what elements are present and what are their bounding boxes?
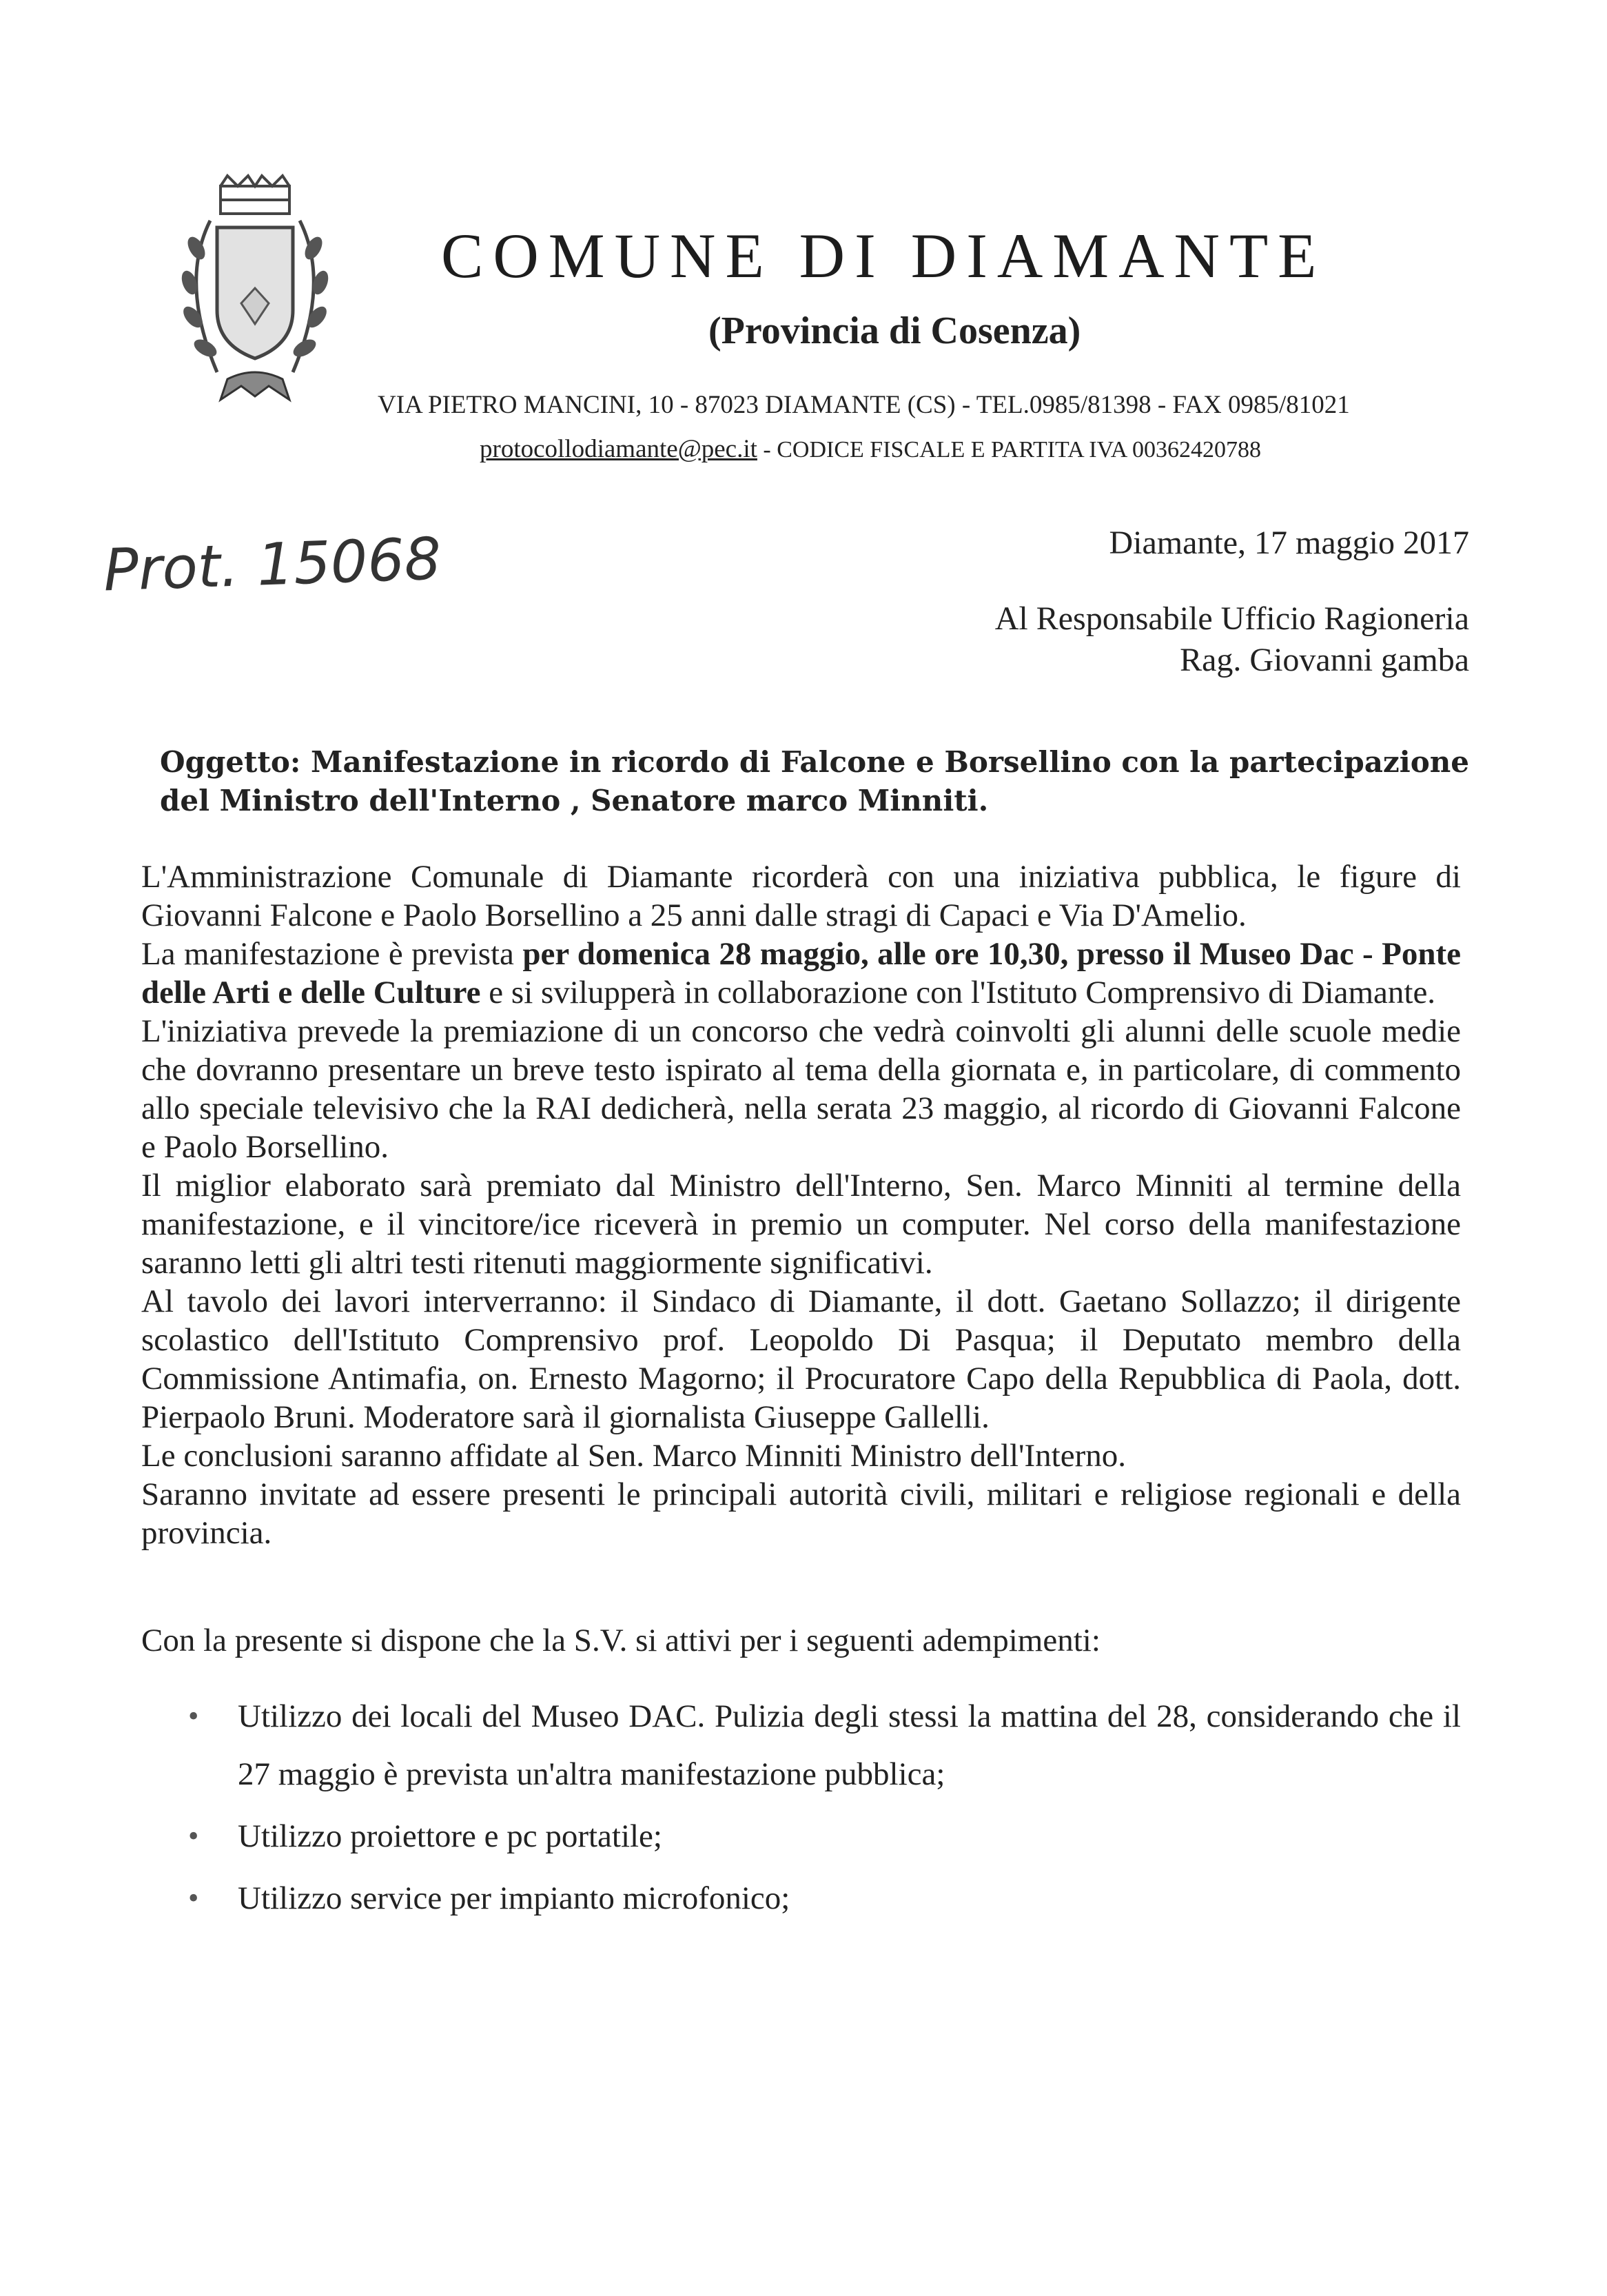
paragraph-intro: L'Amministrazione Comunale di Diamante ricorderà con una iniziativa pubblica, le figure di Giovanni Falcone e Paolo Borsellino a 25 anni dalle stragi di Capaci e Via D'Amelio.	[141, 859, 1461, 933]
municipal-coat-of-arms-icon	[152, 172, 358, 420]
recipient-office: Al Responsabile Ufficio Ragioneria	[994, 600, 1469, 637]
recipient-block	[995, 598, 1469, 681]
instructions-intro: Con la presente si dispone che la S.V. si attivi per i seguenti adempimenti:	[141, 1623, 1101, 1658]
instructions-list	[141, 1687, 1461, 1927]
pec-email-link[interactable]: protocollodiamante@pec.it	[480, 435, 757, 463]
letter-date: Diamante, 17 maggio 2017	[1109, 525, 1469, 561]
paragraph-authorities: Saranno invitate ad essere presenti le principali autorità civili, militari e religiose regionali e della provincia.	[141, 1476, 1461, 1551]
recipient-name: Rag. Giovanni gamba	[1180, 642, 1469, 678]
municipality-title: COMUNE DI DIAMANTE	[441, 221, 1327, 291]
list-item: • Utilizzo service per impianto microfonico;	[141, 1869, 1461, 1927]
province-subtitle: (Provincia di Cosenza)	[708, 309, 1081, 352]
paragraph-speakers: Al tavolo dei lavori interverranno: il Sindaco di Diamante, il dott. Gaetano Sollazzo; il dirigente scolastico dell'Istituto Comprensivo prof. Leopoldo Di Pasqua; il Deputato membro della Commissione Antimafia, on. Ernesto Magorno; il Procuratore Capo della Repubblica di Paola, dott. Pierpaolo Bruni. Moderatore sarà il giornalista Giuseppe Gallelli.	[141, 1283, 1461, 1435]
list-item: • Utilizzo proiettore e pc portatile;	[141, 1807, 1461, 1865]
paragraph-event: La manifestazione è prevista per domenica 28 maggio, alle ore 10,30, presso il Museo Dac - Ponte delle Arti e delle Culture e si svilupperà in collaborazione con l'Istituto Comprensivo di Diamante.	[141, 936, 1461, 1010]
paragraph-prize: Il miglior elaborato sarà premiato dal Ministro dell'Interno, Sen. Marco Minniti al termine della manifestazione, e il vincitore/ice riceverà in premio un computer. Nel corso della manifestazione saranno letti gli altri testi ritenuti maggiormente significativi.	[141, 1168, 1461, 1281]
subject-line: Oggetto: Manifestazione in ricordo di Falcone e Borsellino con la partecipazione del Ministro dell'Interno , Senatore marco Minniti.	[160, 745, 1469, 817]
protocol-handwritten-note: Prot. 15068	[102, 525, 442, 605]
fiscal-code: - CODICE FISCALE E PARTITA IVA 00362420788	[757, 437, 1261, 463]
event-details: per domenica 28 maggio, alle ore 10,30, presso il Museo Dac - Ponte delle Arti e delle Culture	[141, 936, 1461, 1010]
paragraph-conclusions: Le conclusioni saranno affidate al Sen. Marco Minniti Ministro dell'Interno.	[141, 1438, 1127, 1474]
pec-line	[480, 434, 1444, 464]
address-line: VIA PIETRO MANCINI, 10 - 87023 DIAMANTE (CS) - TEL.0985/81398 - FAX 0985/81021	[378, 391, 1350, 419]
letter-body	[141, 857, 1461, 1931]
list-item: • Utilizzo dei locali del Museo DAC. Pulizia degli stessi la mattina del 28, considerando che il 27 maggio è prevista un'altra manifestazione pubblica;	[141, 1687, 1461, 1803]
paragraph-contest: L'iniziativa prevede la premiazione di un concorso che vedrà coinvolti gli alunni delle scuole medie che dovranno presentare un breve testo ispirato al tema della giornata e, in particolare, di commento allo speciale televisivo che la RAI dedicherà, nella serata 23 maggio, al ricordo di Giovanni Falcone e Paolo Borsellino.	[141, 1013, 1461, 1165]
